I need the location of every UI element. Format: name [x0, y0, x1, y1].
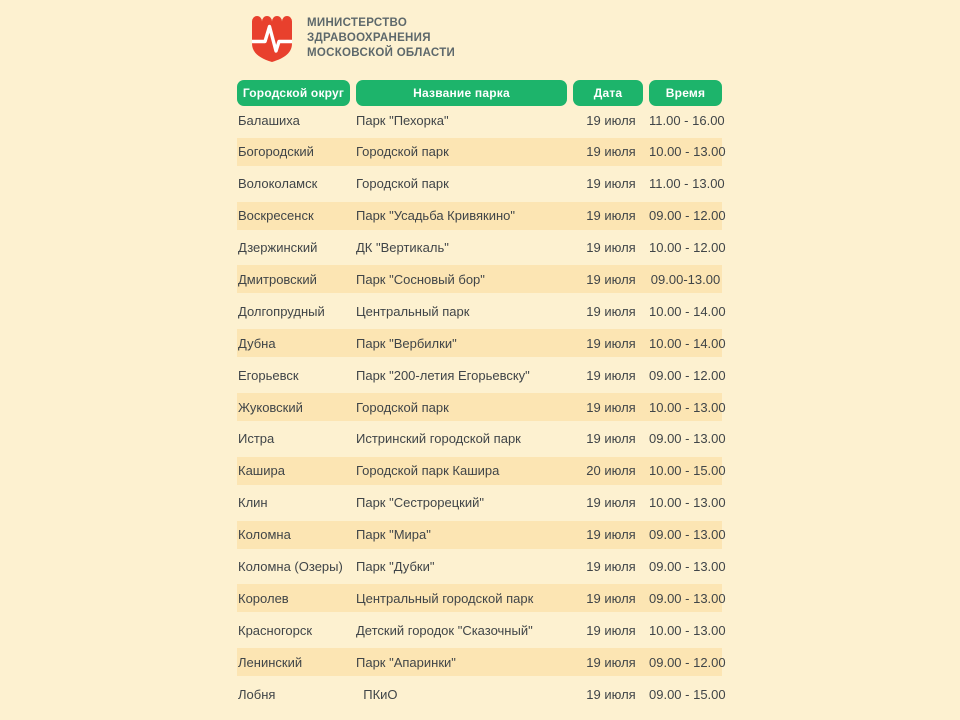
district-cell: Клин — [238, 495, 268, 511]
date-cell: 19 июля — [586, 590, 636, 606]
table-row — [237, 106, 725, 134]
date-cell: 19 июля — [586, 303, 636, 319]
column-header-time: Время — [649, 80, 722, 106]
date-cell: 19 июля — [586, 686, 636, 702]
date-cell: 19 июля — [586, 112, 636, 128]
table-row — [237, 393, 726, 421]
time-cell: 09.00 - 13.00 — [649, 558, 726, 574]
table-row — [237, 297, 726, 325]
date-cell: 19 июля — [586, 335, 636, 351]
date-cell: 19 июля — [586, 176, 636, 192]
table-row — [237, 234, 726, 262]
date-cell: 19 июля — [586, 527, 636, 543]
time-cell: 10.00 - 13.00 — [649, 399, 726, 415]
table-row — [237, 425, 726, 453]
park-cell: Парк "200-летия Егорьевску" — [356, 367, 530, 383]
park-cell: Парк "Вербилки" — [356, 335, 457, 351]
table-row — [237, 457, 726, 485]
time-cell: 10.00 - 12.00 — [649, 240, 726, 256]
district-cell: Егорьевск — [238, 367, 299, 383]
park-cell: Парк "Сосновый бор" — [356, 271, 485, 287]
park-cell: Парк "Мира" — [356, 527, 431, 543]
date-cell: 20 июля — [586, 463, 636, 479]
table-row — [237, 265, 722, 293]
table-row — [237, 138, 726, 166]
table-row — [237, 680, 726, 708]
park-cell: Парк "Усадьба Кривякино" — [356, 208, 516, 224]
ministry-header — [250, 13, 455, 64]
table-row — [237, 521, 726, 549]
time-cell: 09.00 - 12.00 — [649, 367, 726, 383]
district-cell: Дмитровский — [238, 271, 317, 287]
time-cell: 09.00 - 15.00 — [649, 686, 726, 702]
park-cell: Городской парк Кашира — [356, 463, 500, 479]
district-cell: Кашира — [238, 463, 285, 479]
park-cell: Парк "Сестрорецкий" — [356, 495, 484, 511]
column-header-district: Городской округ — [237, 80, 350, 106]
date-cell: 19 июля — [586, 431, 636, 447]
time-cell: 09.00 - 13.00 — [649, 527, 726, 543]
table-header-row — [237, 80, 722, 106]
district-cell: Богородский — [238, 144, 314, 160]
date-cell: 19 июля — [586, 240, 636, 256]
district-cell: Воскресенск — [238, 208, 314, 224]
time-cell: 09.00-13.00 — [650, 271, 721, 287]
time-cell: 11.00 - 16.00 — [649, 112, 725, 128]
district-cell: Долгопрудный — [238, 303, 325, 319]
ministry-name — [307, 16, 455, 61]
date-cell: 19 июля — [586, 367, 636, 383]
park-cell: Городской парк — [356, 176, 449, 192]
district-cell: Ленинский — [238, 654, 303, 670]
time-cell: 10.00 - 13.00 — [649, 144, 726, 160]
table-row — [237, 584, 726, 612]
table-row — [237, 616, 726, 644]
ministry-name-line: ЗДРАВООХРАНЕНИЯ — [307, 32, 431, 44]
park-cell: ДК "Вертикаль" — [356, 240, 449, 256]
time-cell: 10.00 - 15.00 — [649, 463, 726, 479]
date-cell: 19 июля — [586, 208, 636, 224]
park-cell: Городской парк — [356, 144, 449, 160]
date-cell: 19 июля — [586, 144, 636, 160]
date-cell: 19 июля — [586, 558, 636, 574]
date-cell: 19 июля — [586, 622, 636, 638]
table-row — [237, 648, 726, 676]
parks-schedule-table — [237, 80, 726, 712]
table-body — [237, 106, 726, 708]
park-cell: Центральный парк — [356, 303, 470, 319]
table-row — [237, 361, 726, 389]
park-cell: Парк "Апаринки" — [356, 654, 456, 670]
park-cell: Центральный городской парк — [356, 590, 534, 606]
ministry-name-line: МИНИСТЕРСТВО — [307, 17, 408, 29]
date-cell: 19 июля — [586, 271, 636, 287]
ministry-logo-icon — [250, 13, 294, 64]
table-row — [237, 489, 726, 517]
park-cell: Парк "Пехорка" — [356, 112, 449, 128]
time-cell: 09.00 - 12.00 — [649, 208, 726, 224]
district-cell: Дубна — [238, 335, 276, 351]
column-header-date: Дата — [573, 80, 643, 106]
column-header-park: Название парка — [356, 80, 567, 106]
district-cell: Королев — [238, 590, 289, 606]
time-cell: 11.00 - 13.00 — [649, 176, 725, 192]
district-cell: Лобня — [238, 686, 276, 702]
table-row — [237, 552, 726, 580]
date-cell: 19 июля — [586, 654, 636, 670]
table-row — [237, 202, 726, 230]
district-cell: Истра — [238, 431, 275, 447]
time-cell: 09.00 - 13.00 — [649, 590, 726, 606]
time-cell: 10.00 - 13.00 — [649, 495, 726, 511]
district-cell: Балашиха — [238, 112, 300, 128]
ministry-name-line: МОСКОВСКОЙ ОБЛАСТИ — [307, 47, 456, 59]
park-cell: Истринский городской парк — [356, 431, 521, 447]
date-cell: 19 июля — [586, 399, 636, 415]
time-cell: 09.00 - 12.00 — [649, 654, 726, 670]
time-cell: 10.00 - 14.00 — [649, 335, 726, 351]
date-cell: 19 июля — [586, 495, 636, 511]
district-cell: Коломна (Озеры) — [238, 558, 343, 574]
park-cell: Городской парк — [356, 399, 449, 415]
table-row — [237, 329, 726, 357]
time-cell: 09.00 - 13.00 — [649, 431, 726, 447]
district-cell: Красногорск — [238, 622, 313, 638]
park-cell: Детский городок "Сказочный" — [356, 622, 533, 638]
time-cell: 10.00 - 13.00 — [649, 622, 726, 638]
district-cell: Волоколамск — [238, 176, 318, 192]
district-cell: Жуковский — [238, 399, 303, 415]
park-cell: ПКиО — [356, 686, 398, 702]
park-cell: Парк "Дубки" — [356, 558, 435, 574]
time-cell: 10.00 - 14.00 — [649, 303, 726, 319]
district-cell: Коломна — [238, 527, 291, 543]
table-row — [237, 170, 725, 198]
district-cell: Дзержинский — [238, 240, 318, 256]
